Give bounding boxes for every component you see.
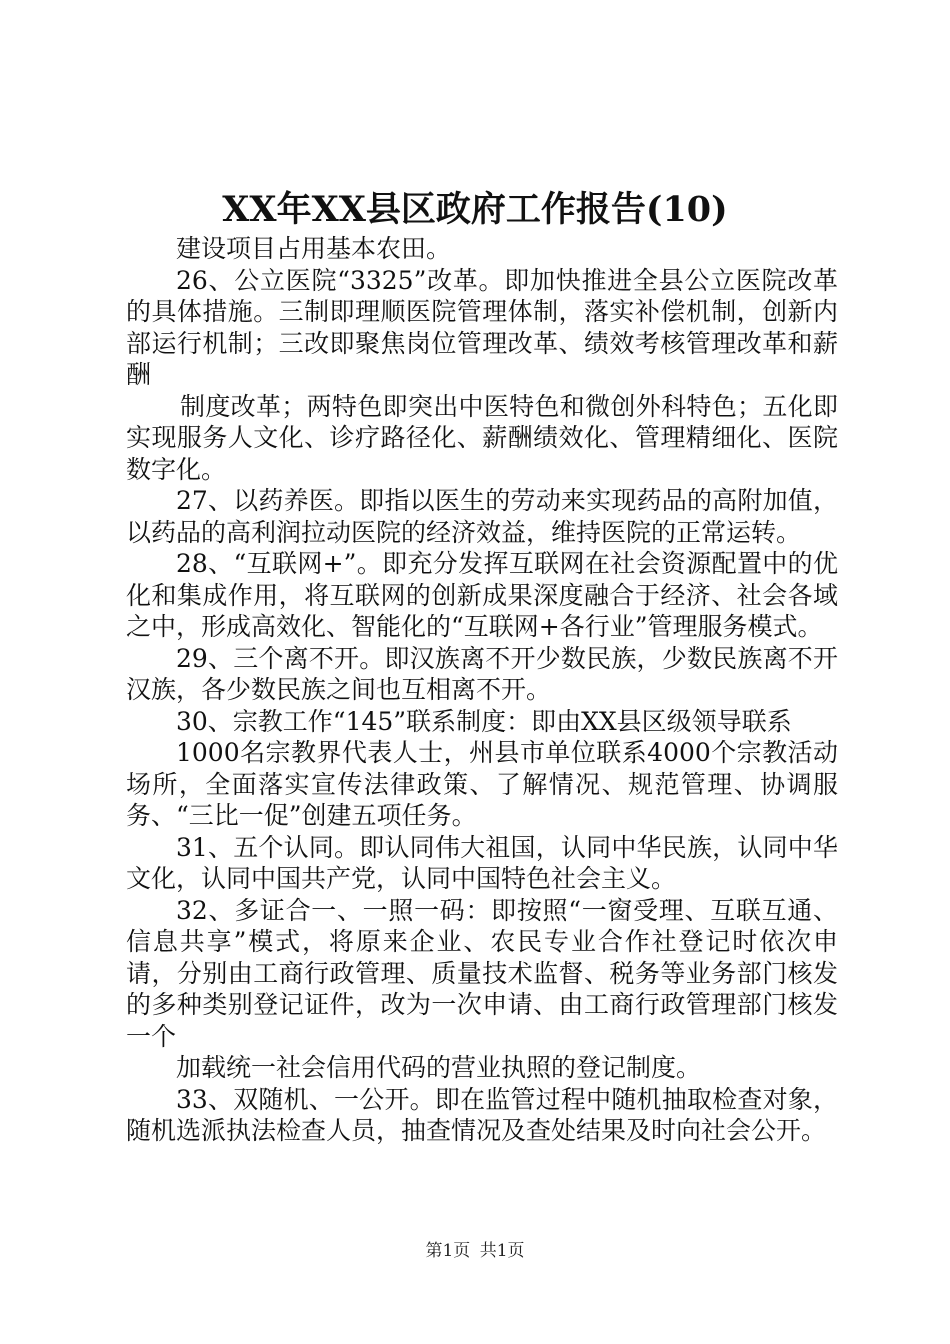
paragraph: 32、多证合一、一照一码：即按照“一窗受理、互联互通、信息共享”模式，将原来企业、农民专业合作社登记时依次申请，分别由工商行政管理、质量技术监督、税务等业务部门核发的多种类别登记证件，改为一次申请、由工商行政管理部门核发一个 xyxy=(126,895,838,1051)
document-title: XX年XX县区政府工作报告(10) xyxy=(222,189,728,230)
paragraph: 27、以药养医。即指以医生的劳动来实现药品的高附加值，以药品的高利润拉动医院的经济效益，维持医院的正常运转。 xyxy=(126,486,838,547)
paragraph: 加载统一社会信用代码的营业执照的登记制度。 xyxy=(176,1053,702,1082)
paragraph: 26、公立医院“3325”改革。即加快推进全县公立医院改革的具体措施。三制即理顺医院管理体制，落实补偿机制，创新内部运行机制；三改即聚焦岗位管理改革、绩效考核管理改革和薪酬 xyxy=(126,265,838,389)
page-footer xyxy=(0,1240,950,1262)
page-number: 第1页 xyxy=(425,1241,471,1261)
paragraph: 建设项目占用基本农田。 xyxy=(176,234,452,263)
paragraph: 制度改革；两特色即突出中医特色和微创外科特色；五化即实现服务人文化、诊疗路径化、薪酬绩效化、管理精细化、医院数字化。 xyxy=(126,391,838,484)
page-total: 共1页 xyxy=(479,1241,525,1261)
paragraph: 29、三个离不开。即汉族离不开少数民族，少数民族离不开汉族，各少数民族之间也互相离不开。 xyxy=(126,643,838,704)
paragraph: 31、五个认同。即认同伟大祖国，认同中华民族，认同中华文化，认同中国共产党，认同中国特色社会主义。 xyxy=(126,832,838,893)
paragraph: 33、双随机、一公开。即在监管过程中随机抽取检查对象，随机选派执法检查人员，抽查情况及查处结果及时向社会公开。 xyxy=(126,1084,838,1145)
paragraph: 1000名宗教界代表人士，州县市单位联系4000个宗教活动场所，全面落实宣传法律政策、了解情况、规范管理、协调服务、“三比一促”创建五项任务。 xyxy=(126,738,838,830)
paragraph: 28、“互联网+”。即充分发挥互联网在社会资源配置中的优化和集成作用，将互联网的创新成果深度融合于经济、社会各域之中，形成高效化、智能化的“互联网+各行业”管理服务模式。 xyxy=(126,549,838,641)
document-body xyxy=(126,233,838,1147)
paragraph: 30、宗教工作“145”联系制度：即由XX县区级领导联系 xyxy=(176,706,792,736)
